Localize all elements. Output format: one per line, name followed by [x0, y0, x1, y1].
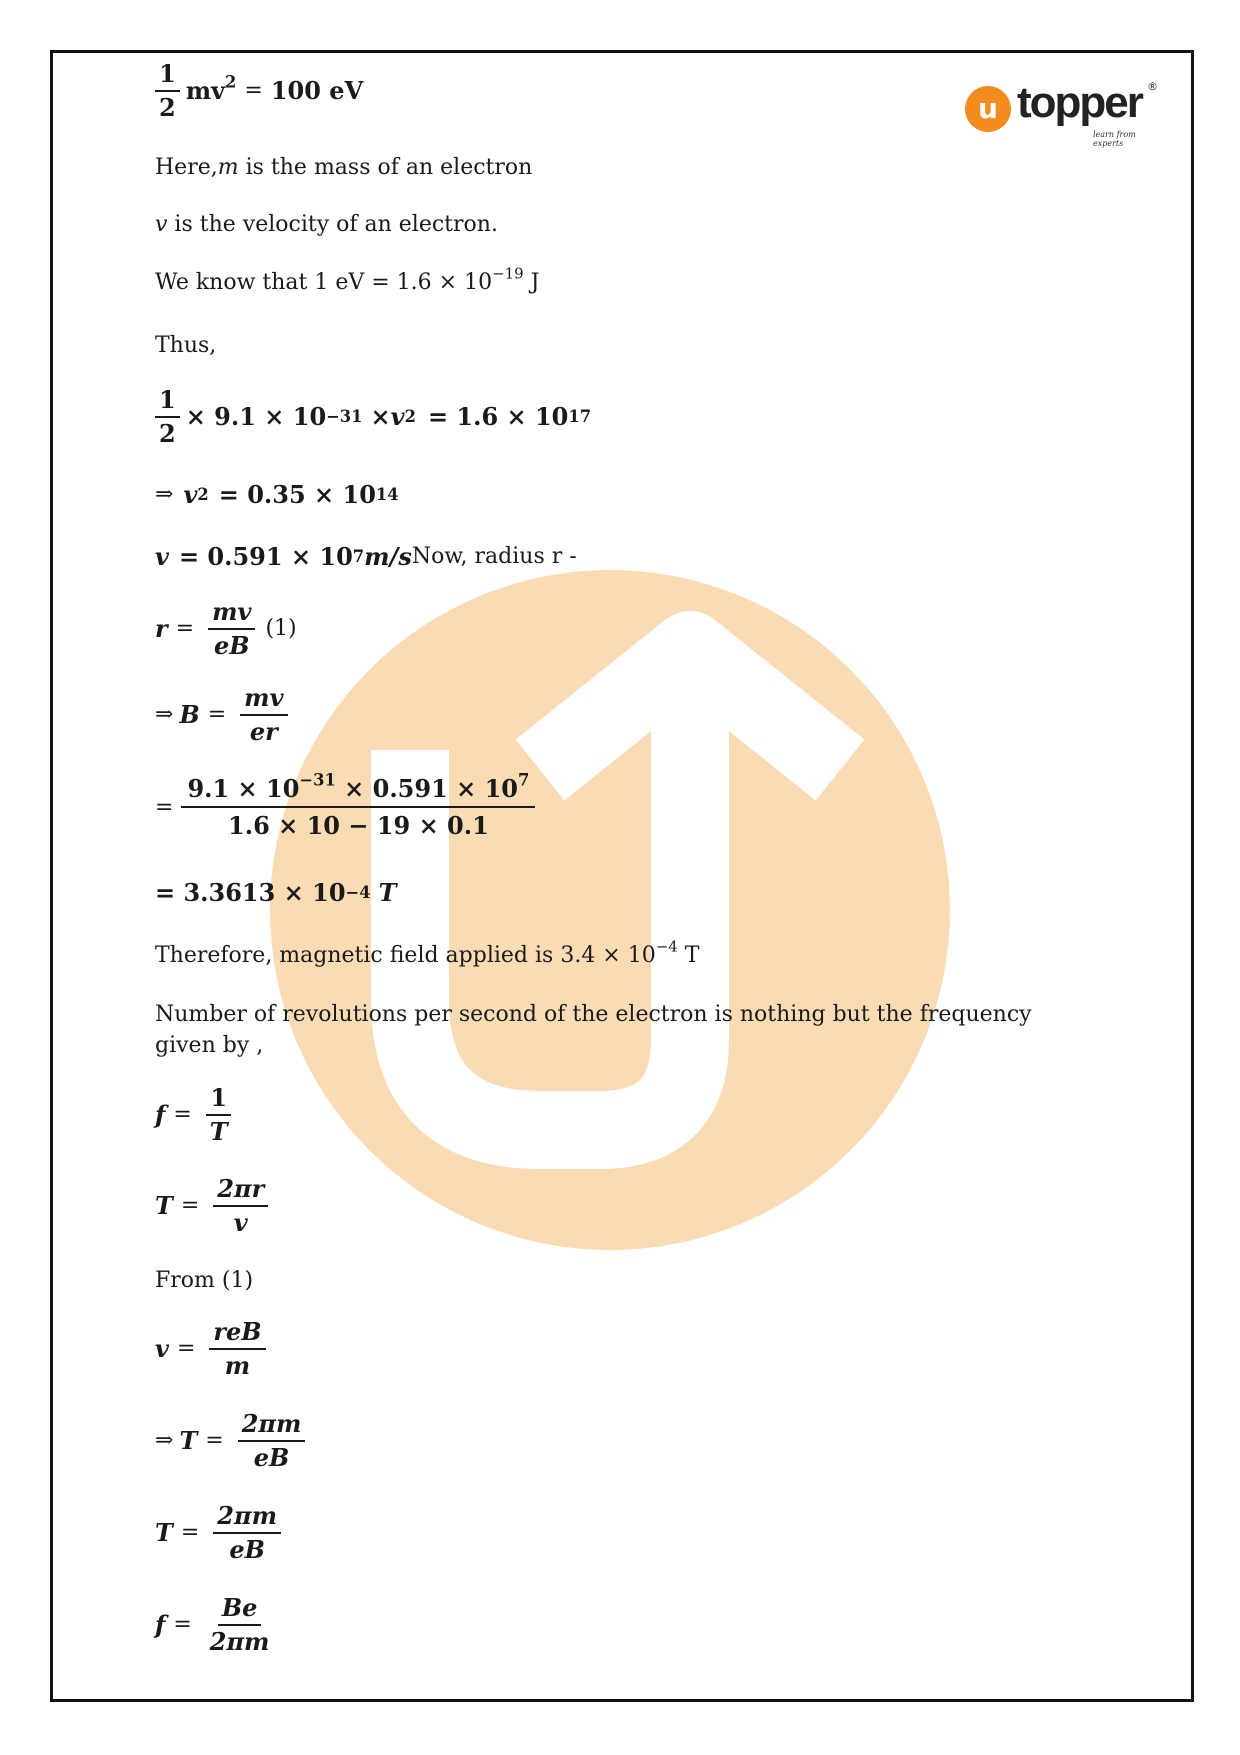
kinetic-energy-equation: $\frac{1}{2}$ $mv^2$ = 100 eV [155, 60, 363, 121]
period-equation: T = $\frac{2\pi r}{v}$ [155, 1175, 274, 1236]
v-squared-equation: ⇒ v 2 = 0.35 × 10 14 [155, 480, 399, 509]
period-result: T = $\frac{2\pi m}{eB}$ [155, 1502, 287, 1563]
revolutions-line-1: Number of revolutions per second of the electron is nothing but the frequency [155, 1002, 1032, 1027]
logo-wordmark: topper [1017, 78, 1142, 127]
mass-definition: Here,m is the mass of an electron [155, 155, 533, 180]
revolutions-line-2: given by , [155, 1033, 264, 1058]
field-result: = 3.3613 × 10 −4 T [155, 878, 397, 907]
frequency-equation: f = $\frac{1}{T}$ [155, 1084, 238, 1145]
logo-registered-mark: ® [1147, 80, 1158, 93]
velocity-equation: v = 0.591 × 10 7 m/s Now, radius r - [155, 542, 577, 571]
field-substitution: = $\frac{9.1 \times 10^{-31} \times 0.591 \times 10^7}{1.6 \times 10 - 19 \times 0.1}$ [155, 775, 541, 839]
now-radius-label: Now, radius r - [411, 544, 577, 569]
therefore-statement: Therefore, magnetic field applied is $3.4 \times 10^{-4}$ T [155, 937, 700, 968]
ev-conversion: We know that 1 eV = $1.6 \times 10^{-19}$ J [155, 264, 540, 295]
frequency-result: f = $\frac{Be}{2\pi m}$ [155, 1593, 270, 1656]
velocity-from-radius: v = $\frac{\text{reB}}{m}$ [155, 1318, 272, 1379]
substitution-equation: $\frac{1}{2}$ × 9.1 × 10 −31 × v 2 = 1.6 × 10 17 [155, 386, 591, 447]
field-equation: ⇒ B = $\frac{mv}{er}$ [155, 684, 294, 745]
kinetic-energy-value: 100 eV [270, 76, 364, 106]
velocity-definition: v is the velocity of an electron. [155, 212, 498, 237]
thus-label: Thus, [155, 333, 217, 358]
logo-tagline: learn from experts [1093, 130, 1136, 148]
logo-badge-icon: u [965, 86, 1011, 132]
topper-logo [965, 78, 1165, 148]
from-1-label: From (1) [155, 1268, 254, 1293]
radius-equation: r = $\frac{mv}{eB}$ (1) [155, 597, 297, 660]
period-derivation: ⇒ T = $\frac{2\pi m}{eB}$ [155, 1410, 311, 1471]
